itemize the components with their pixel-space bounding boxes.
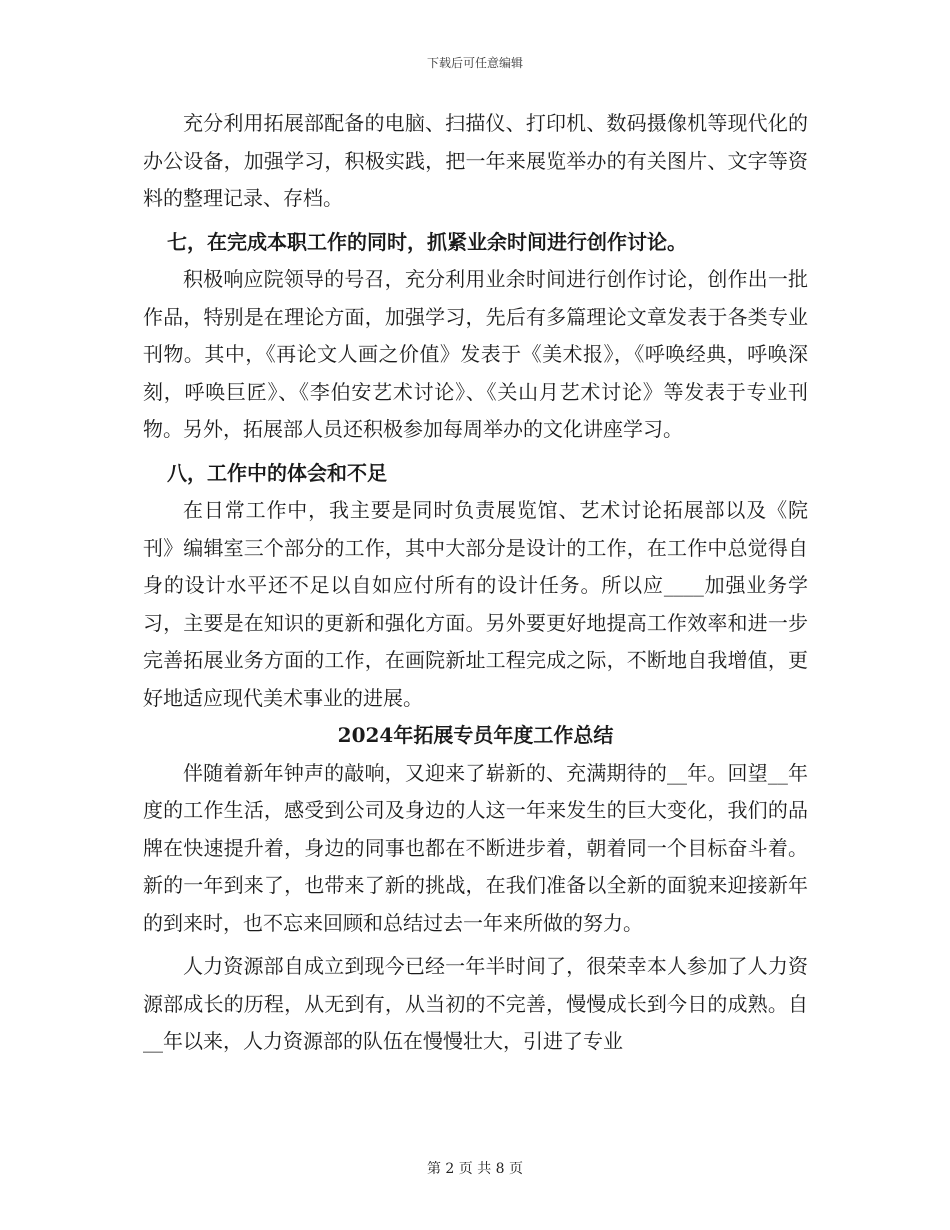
document-title: 2024年拓展专员年度工作总结: [337, 723, 614, 747]
paragraph-creation: 积极响应院领导的号召，充分利用业余时间进行创作讨论，创作出一批作品，特别是在理论方面，加强学习，先后有多篇理论文章发表于各类专业刊物。其中，《再论文人画之价值》发表于《美术报》，《呼唤经典，呼唤深刻，呼唤巨匠》、《李伯安艺术讨论》、《关山月艺术讨论》等发表于专业刊物。另外，拓展部人员还积极参加每周举办的文化讲座学习。: [143, 267, 808, 441]
paragraph-new-year: 伴随着新年钟声的敲响，又迎来了崭新的、充满期待的__年。回望__年度的工作生活，感受到公司及身边的人这一年来发生的巨大变化，我们的品牌在快速提升着，身边的同事也都在不断进步着，朝着同一个目标奋斗着。新的一年到来了，也带来了新的挑战，在我们准备以全新的面貌来迎接新年的到来时，也不忘来回顾和总结过去一年来所做的努力。: [143, 760, 808, 935]
document-body: [143, 105, 808, 1061]
section-heading-8: 八，工作中的体会和不足: [167, 460, 387, 485]
paragraph-equipment: 充分利用拓展部配备的电脑、扫描仪、打印机、数码摄像机等现代化的办公设备，加强学习，积极实践，把一年来展览举办的有关图片、文字等资料的整理记录、存档。: [143, 111, 808, 210]
paragraph-experience: 在日常工作中，我主要是同时负责展览馆、艺术讨论拓展部以及《院刊》编辑室三个部分的工作，其中大部分是设计的工作，在工作中总觉得自身的设计水平还不足以自如应付所有的设计任务。所以应____加强业务学习，主要是在知识的更新和强化方面。另外要更好地提高工作效率和进一步完善拓展业务方面的工作，在画院新址工程完成之际，不断地自我增值，更好地适应现代美术事业的进展。: [143, 498, 808, 710]
paragraph-hr-department: 人力资源部自成立到现今已经一年半时间了，很荣幸本人参加了人力资源部成长的历程，从无到有，从当初的不完善，慢慢成长到今日的成熟。自__年以来，人力资源部的队伍在慢慢壮大，引进了专业: [143, 954, 808, 1053]
section-heading-7: 七，在完成本职工作的同时，抓紧业余时间进行创作讨论。: [167, 229, 687, 254]
page-number: 第 2 页 共 8 页: [426, 1161, 524, 1177]
page-header-note: 下载后可任意编辑: [426, 56, 523, 70]
